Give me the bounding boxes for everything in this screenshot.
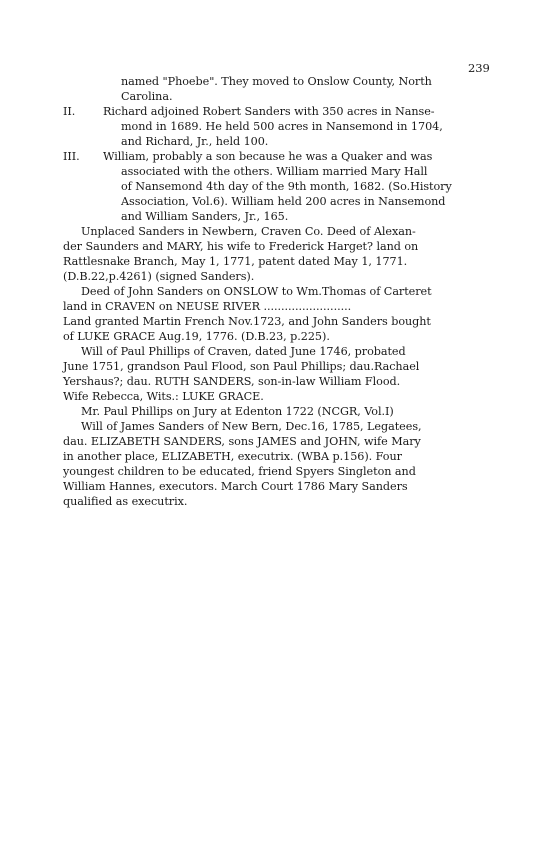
body-text <box>63 224 432 509</box>
text-line: Will of James Sanders of New Bern, Dec.16, 1785, Legatees, <box>81 420 422 433</box>
item-block <box>103 149 452 224</box>
text-line: (D.B.22,p.4261) (signed Sanders). <box>63 270 255 283</box>
text-line: Rattlesnake Branch, May 1, 1771, patent dated May 1, 1771. <box>63 255 408 268</box>
page-number: 239 <box>468 61 490 75</box>
text-line: mond in 1689. He held 500 acres in Nansemond in 1704, <box>121 120 443 133</box>
text-line: Richard adjoined Robert Sanders with 350 acres in Nanse- <box>103 105 435 118</box>
text-line: qualified as executrix. <box>63 495 188 508</box>
text-line: Association, Vol.6). William held 200 acres in Nansemond <box>121 195 446 208</box>
text-line: dau. ELIZABETH SANDERS, sons JAMES and JOHN, wife Mary <box>63 435 421 448</box>
text-line: der Saunders and MARY, his wife to Frederick Harget? land on <box>63 240 419 253</box>
text-line: Mr. Paul Phillips on Jury at Edenton 1722 (NCGR, Vol.I) <box>81 405 394 418</box>
text-line: land in CRAVEN on NEUSE RIVER ......................... <box>63 300 352 313</box>
text-line: of Nansemond 4th day of the 9th month, 1682. (So.History <box>121 180 452 193</box>
text-line: youngest children to be educated, friend Spyers Singleton and <box>63 465 416 478</box>
text-line: and William Sanders, Jr., 165. <box>121 210 289 223</box>
item-block <box>103 104 443 149</box>
text-line: Wife Rebecca, Wits.: LUKE GRACE. <box>63 390 264 403</box>
text-line: of LUKE GRACE Aug.19, 1776. (D.B.23, p.225). <box>63 330 330 343</box>
text-line: Yershaus?; dau. RUTH SANDERS, son-in-law William Flood. <box>63 375 401 388</box>
item-numeral: II. <box>63 105 76 118</box>
text-line: Will of Paul Phillips of Craven, dated June 1746, probated <box>81 345 406 358</box>
text-line: Deed of John Sanders on ONSLOW to Wm.Thomas of Carteret <box>81 285 432 298</box>
text-line: Unplaced Sanders in Newbern, Craven Co. Deed of Alexan- <box>81 225 416 238</box>
continuation-block <box>121 74 432 104</box>
text-line: William Hannes, executors. March Court 1786 Mary Sanders <box>63 480 408 493</box>
item-numeral: III. <box>63 150 80 163</box>
text-line: June 1751, grandson Paul Flood, son Paul Phillips; dau.Rachael <box>63 360 420 373</box>
text-line: and Richard, Jr., held 100. <box>121 135 269 148</box>
text-line: Land granted Martin French Nov.1723, and John Sanders bought <box>63 315 431 328</box>
text-line: named "Phoebe". They moved to Onslow County, North <box>121 75 432 88</box>
text-line: in another place, ELIZABETH, executrix. (WBA p.156). Four <box>63 450 402 463</box>
text-line: Carolina. <box>121 90 173 103</box>
text-line: associated with the others. William married Mary Hall <box>121 165 428 178</box>
text-line: William, probably a son because he was a Quaker and was <box>103 150 433 163</box>
